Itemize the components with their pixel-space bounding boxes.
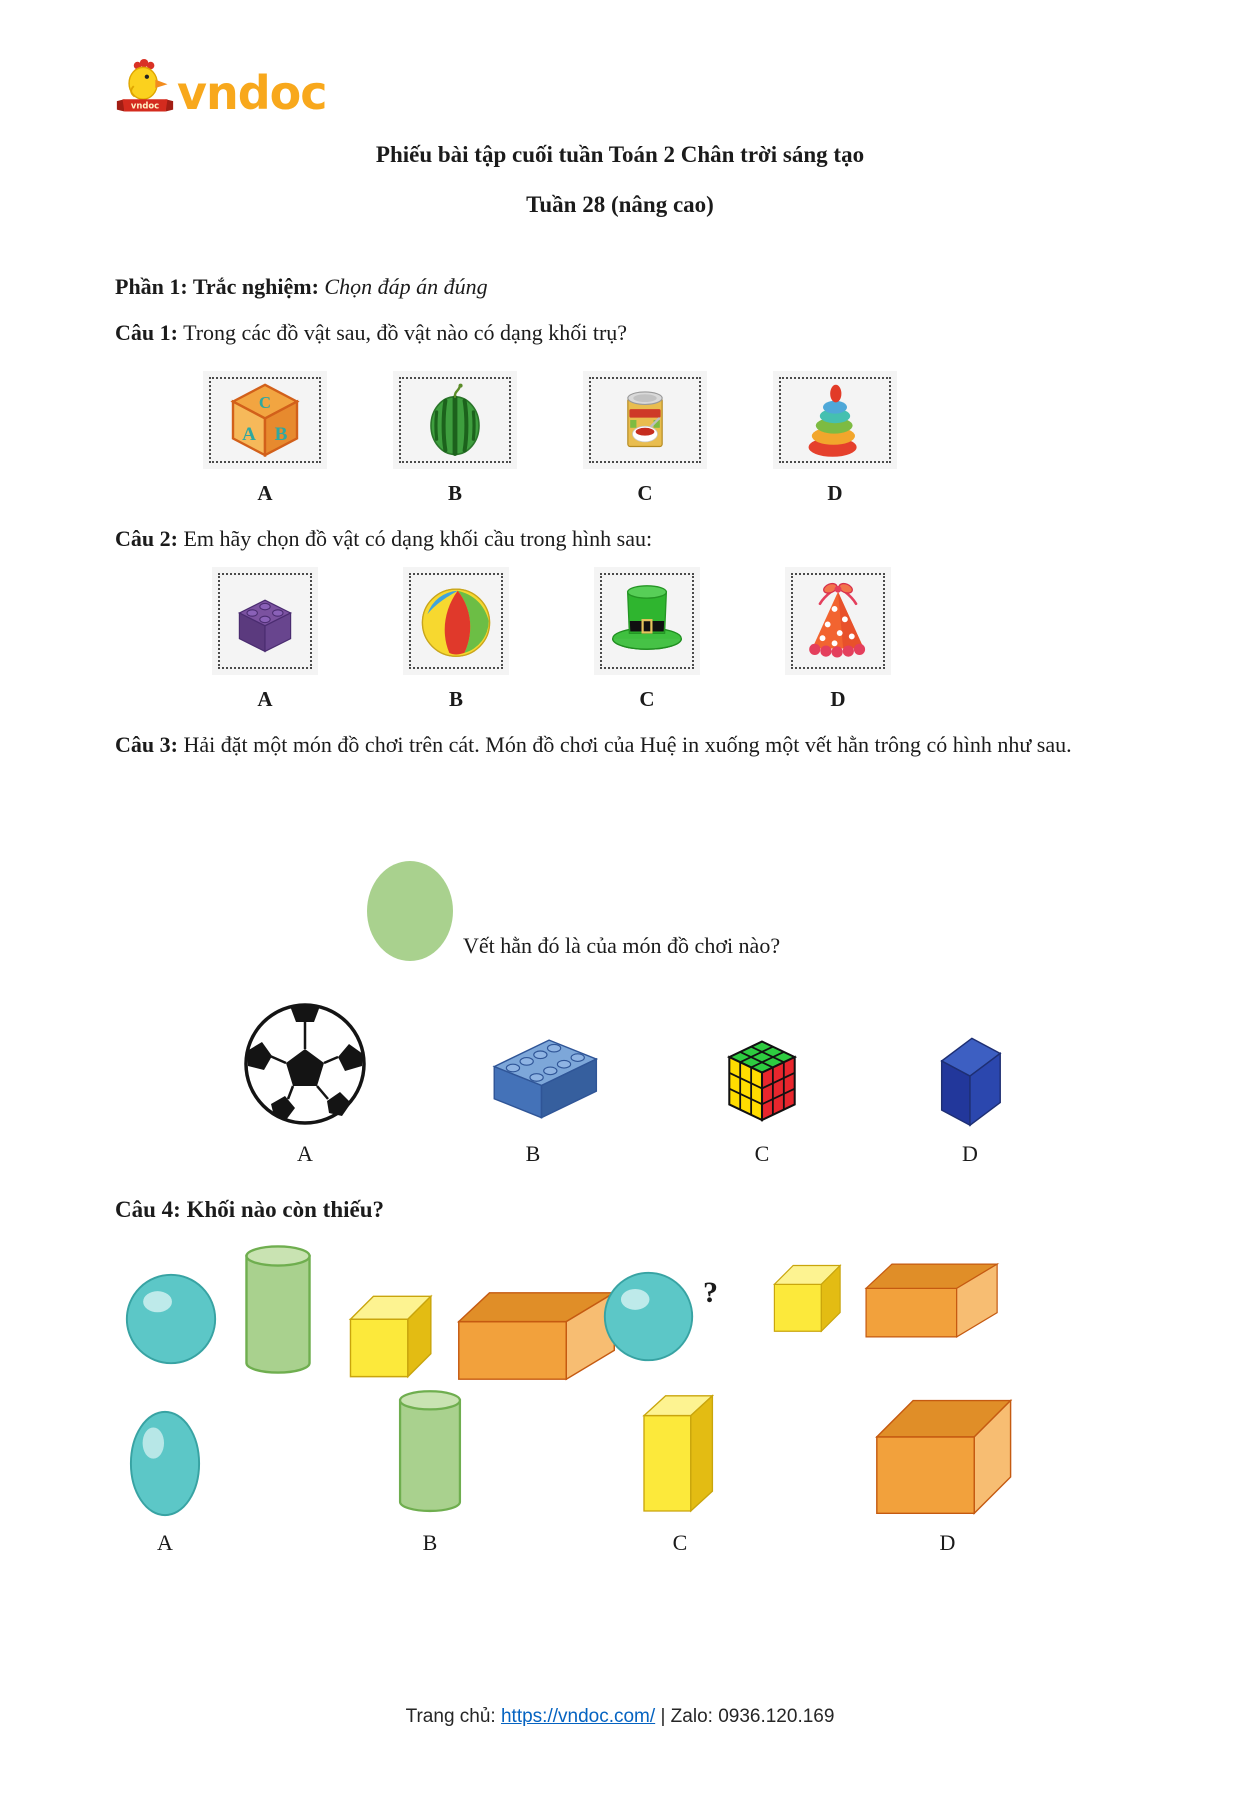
- stacking-rings-icon: [795, 380, 875, 460]
- part1-label: Phần 1: Trắc nghiệm:: [115, 274, 319, 299]
- option-letter: B: [448, 687, 463, 712]
- q1-option-a[interactable]: [203, 371, 327, 506]
- blue-brick-icon: [462, 1025, 604, 1129]
- question-4-sequence: [115, 1236, 1125, 1391]
- footer-zalo: Zalo: 0936.120.169: [670, 1706, 835, 1727]
- q4-option-c[interactable]: [625, 1385, 735, 1556]
- orange-box-icon: [453, 1283, 621, 1389]
- svg-text:C: C: [258, 393, 272, 412]
- vndoc-wordmark: vndoc: [177, 66, 327, 120]
- yellow-cube-icon: [765, 1253, 855, 1343]
- option-letter: D: [939, 1530, 956, 1556]
- option-letter: C: [672, 1530, 688, 1556]
- option-letter: A: [297, 1140, 313, 1166]
- option-letter: D: [827, 481, 843, 505]
- option-tile: [212, 567, 318, 675]
- vndoc-logo: [115, 58, 1125, 118]
- question-3-imprint: [115, 861, 1125, 961]
- teal-sphere-icon: [123, 1271, 219, 1367]
- question-4-options: [115, 1395, 1125, 1557]
- q1-option-d[interactable]: [773, 371, 897, 506]
- question-2-text: [115, 522, 1125, 555]
- svg-text:A: A: [242, 424, 256, 445]
- rubik-cube-icon: [721, 1035, 803, 1129]
- option-letter: A: [157, 1530, 173, 1556]
- q2-option-d[interactable]: [785, 567, 891, 712]
- question-2-label: Câu 2:: [115, 526, 178, 552]
- question-1-text: [115, 316, 1125, 349]
- option-tile: [583, 371, 707, 469]
- option-tile: [773, 371, 897, 469]
- green-circle-imprint: [367, 861, 453, 961]
- soup-can-icon: [606, 381, 684, 459]
- question-4-label: Câu 4:: [115, 1197, 181, 1223]
- q4-option-d[interactable]: [865, 1391, 1030, 1556]
- q3-option-b[interactable]: [448, 1025, 618, 1167]
- option-tile: [393, 371, 517, 469]
- q3-option-c[interactable]: [677, 1035, 847, 1167]
- option-letter: B: [447, 481, 462, 505]
- beach-ball-icon: [414, 577, 498, 665]
- yellow-cube-icon: [635, 1385, 725, 1520]
- part1-instruction: Chọn đáp án đúng: [324, 274, 488, 299]
- green-cylinder-icon: [235, 1238, 321, 1383]
- watermelon-icon: [415, 380, 495, 460]
- teal-sphere-icon: [601, 1269, 696, 1364]
- option-tile: [785, 567, 891, 675]
- vndoc-chicken-logo-icon: [115, 58, 175, 118]
- q4-option-b[interactable]: [370, 1384, 490, 1556]
- q1-option-b[interactable]: [393, 371, 517, 506]
- purple-brick-icon: [225, 581, 305, 661]
- option-letter: A: [257, 481, 273, 505]
- svg-text:B: B: [274, 424, 288, 445]
- question-1-options: [115, 371, 1125, 506]
- q1-option-c[interactable]: [583, 371, 707, 506]
- q3-option-d[interactable]: [885, 1027, 1055, 1167]
- question-2-options: [115, 567, 1125, 712]
- document-subtitle: Tuần 28 (nâng cao): [526, 192, 714, 217]
- option-tile: [203, 371, 327, 469]
- option-letter: D: [830, 687, 846, 712]
- q2-option-a[interactable]: [212, 567, 318, 712]
- option-letter: C: [754, 1140, 770, 1166]
- option-tile: [403, 567, 509, 675]
- option-letter: B: [422, 1530, 438, 1556]
- alphabet-block-icon: [225, 380, 305, 460]
- q3-option-a[interactable]: [220, 999, 390, 1167]
- option-letter: A: [257, 687, 273, 712]
- option-letter: C: [639, 687, 655, 712]
- page-footer: [0, 1706, 1240, 1728]
- footer-home-label: Trang chủ:: [405, 1706, 496, 1727]
- question-2-body: Em hãy chọn đồ vật có dạng khối cầu trong hình sau:: [183, 526, 653, 552]
- question-3-label: Câu 3:: [115, 732, 178, 758]
- footer-home-link[interactable]: https://vndoc.com/: [500, 1706, 656, 1727]
- yellow-cube-icon: [339, 1281, 449, 1391]
- q2-option-b[interactable]: [403, 567, 509, 712]
- option-letter: D: [962, 1140, 978, 1166]
- blue-prism-icon: [928, 1027, 1012, 1129]
- green-hat-icon: [603, 577, 691, 665]
- question-3-subquestion: Vết hằn đó là của món đồ chơi nào?: [463, 933, 781, 959]
- worksheet-page: [0, 58, 1240, 1557]
- footer-divider: |: [660, 1706, 666, 1727]
- party-hat-icon: [795, 578, 881, 664]
- orange-box-icon: [869, 1391, 1027, 1520]
- document-title: Phiếu bài tập cuối tuần Toán 2 Chân trời sáng tạo: [375, 142, 865, 167]
- missing-shape-question-mark: ?: [703, 1275, 718, 1309]
- orange-box-icon: [861, 1256, 1003, 1345]
- green-cylinder-icon: [389, 1384, 471, 1520]
- question-1-body: Trong các đồ vật sau, đồ vật nào có dạng khối trụ?: [183, 320, 628, 345]
- q2-option-c[interactable]: [594, 567, 700, 712]
- option-letter: C: [637, 481, 653, 505]
- teal-sphere-icon: [126, 1408, 204, 1520]
- option-letter: B: [525, 1140, 541, 1166]
- soccer-ball-icon: [240, 999, 370, 1129]
- svg-text:vndoc: vndoc: [130, 100, 160, 111]
- question-3-options: [115, 989, 1125, 1167]
- part1-heading: [115, 274, 1125, 300]
- question-3-body: Hải đặt một món đồ chơi trên cát. Món đồ chơi của Huệ in xuống một vết hằn trông có hình như sau.: [183, 732, 1072, 758]
- option-tile: [594, 567, 700, 675]
- question-4-text: [115, 1193, 1125, 1228]
- q4-option-a[interactable]: [120, 1408, 210, 1556]
- question-1-label: Câu 1:: [115, 320, 178, 345]
- question-4-body: Khối nào còn thiếu?: [186, 1197, 385, 1223]
- question-3-text: [115, 728, 1125, 761]
